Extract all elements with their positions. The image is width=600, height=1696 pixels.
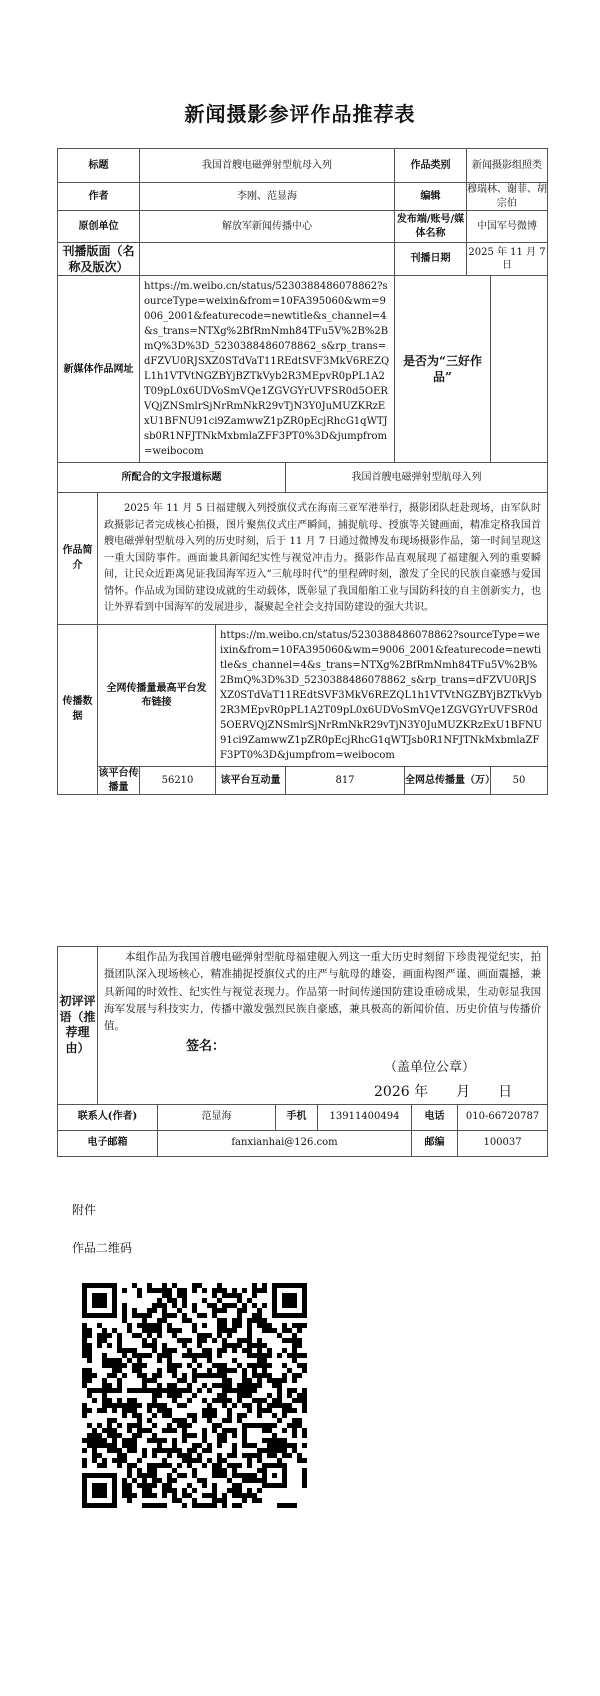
zip-value: 100037 (458, 1130, 548, 1156)
unit-value: 解放军新闻传播中心 (140, 211, 395, 243)
date-value: 2025 年 11 月 7 日 (467, 243, 548, 276)
total-value: 50 (491, 767, 548, 795)
seal-text: （盖单位公章） (384, 1060, 476, 1076)
contact-label: 联系人(作者) (58, 1104, 158, 1130)
email-label: 电子邮箱 (58, 1130, 158, 1156)
contact-value: 范显海 (158, 1104, 276, 1130)
recommendation-form (57, 148, 548, 795)
related-label: 所配合的文字报道标题 (58, 463, 286, 493)
signature-date: 2026 年 月 日 (374, 1083, 513, 1100)
good-work-label: 是否为“三好作品” (395, 276, 491, 463)
editor-label: 编辑 (395, 183, 467, 211)
interact-label: 该平台互动量 (216, 767, 286, 795)
zip-label: 邮编 (412, 1130, 458, 1156)
newmedia-label: 新媒体作品网址 (58, 276, 140, 463)
review-cell (98, 947, 548, 1105)
good-work-value (491, 276, 548, 463)
date-label: 刊播日期 (395, 243, 467, 276)
qr-label: 作品二维码 (72, 1241, 133, 1255)
top-link-url: https://m.weibo.cn/status/5230388486078862?sourceType=weixin&from=10FA395060&wm=9006_2001&featurecode=newtitle&s_channel=4&s_trans=NTXg%2BfRmNmh84TFu5V%2B%2BmQ%3D%3D_5230388486078862_s&rp_trans=dFZVU0RJSXZ0STdVaT11REdtSVF3MkV6REZQL1h1VTVtNGZBYjBZTkVyb2R3MEpvR0pPL1A2T09pL0x6UDVoSmVQe1ZGVGYrUVFSR0d5OERVQjZNSmlrSjNrRmNkR29vTjN3Y0JuMUZKRzExU1BFNU91ci9ZamwwZ1pZR0pEcjRhcG1qWTJsb0R1NFJTNkMxbmlaZFF3PT0%3D&jumpfrom=weibocom (216, 625, 548, 767)
edition-value (140, 243, 395, 276)
top-link-label: 全网传播量最高平台发布链接 (98, 625, 216, 767)
reads-value: 56210 (140, 767, 216, 795)
signature-label: 签名： (186, 1038, 226, 1054)
intro-label: 作品简介 (58, 493, 98, 625)
attachment-label: 附件 (72, 1203, 97, 1217)
title-value: 我国首艘电磁弹射型航母入列 (140, 149, 395, 183)
phone-value: 010-66720787 (458, 1104, 548, 1130)
category-label: 作品类别 (395, 149, 467, 183)
mobile-value: 13911400494 (318, 1104, 412, 1130)
email-value: fanxianhai@126.com (158, 1130, 412, 1156)
qr-code-image (82, 1283, 307, 1508)
spread-label: 传播数据 (58, 625, 98, 795)
interact-value: 817 (286, 767, 405, 795)
edition-label: 刊播版面（名称及版次） (58, 243, 140, 276)
unit-label: 原创单位 (58, 211, 140, 243)
related-value: 我国首艘电磁弹射型航母入列 (286, 463, 548, 493)
author-label: 作者 (58, 183, 140, 211)
category-value: 新闻摄影组照类 (467, 149, 548, 183)
total-label: 全网总传播量（万） (405, 767, 491, 795)
title-label: 标题 (58, 149, 140, 183)
qr-modules (82, 1283, 307, 1508)
editor-value: 穆瑞林、谢菲、胡宗伯 (467, 184, 547, 209)
page-title: 新闻摄影参评作品推荐表 (184, 102, 416, 126)
review-contact-form (57, 946, 548, 1157)
platform-label: 发布端/账号/媒体名称 (395, 211, 467, 243)
platform-value: 中国军号微博 (467, 211, 548, 243)
newmedia-url: https://m.weibo.cn/status/5230388486078862?sourceType=weixin&from=10FA395060&wm=9006_2001&featurecode=newtitle&s_channel=4&s_trans=NTXg%2BfRmNmh84TFu5V%2B%2BmQ%3D%3D_5230388486078862_s&rp_trans=dFZVU0RJSXZ0STdVaT11REdtSVF3MkV6REZQL1h1VTVtNGZBYjBZTkVyb2R3MEpvR0pPL1A2T09pL0x6UDVoSmVQe1ZGVGYrUVFSR0d5OERVQjZNSmlrSjNrRmNkR29vTjN3Y0JuMUZKRzExU1BFNU91ci9ZamwwZ1pZR0pEcjRhcG1qWTJsb0R1NFJTNkMxbmlaZFF3PT0%3D&jumpfrom=weibocom (140, 276, 395, 463)
author-value: 李刚、范显海 (140, 183, 395, 211)
intro-text: 2025 年 11 月 5 日福建舰入列授旗仪式在海南三亚军港举行，摄影团队赶赴现场，由军队时政摄影记者完成核心拍摄，图片聚焦仪式庄严瞬间，捕捉航母、授旗等关键画面，精准定格我国首艘电磁弹射型航母入列的历史时刻，后于 11 月 7 日通过微博发布现场摄影作品，第一时间呈现这一重大国防事件。画面兼具新闻纪实性与视觉冲击力。摄影作品直观展现了福建舰入列的重要瞬间，让民众近距离见证我国海军迈入“三航母时代”的里程碑时刻，激发了全民的民族自豪感与爱国情怀。作品成为国防建设成就的生动载体，既彰显了我国船舶工业与国防科技的自主创新实力，也让外界看到中国海军的发展进步，凝聚起全社会支持国防建设的强大共识。 (98, 493, 548, 625)
phone-label: 电话 (412, 1104, 458, 1130)
mobile-label: 手机 (276, 1104, 318, 1130)
reads-label: 该平台传播量 (98, 768, 139, 793)
review-text: 本组作品为我国首艘电磁弹射型航母福建舰入列这一重大历史时刻留下珍贵视觉纪实，拍摄团队深入现场核心，精准捕捉授旗仪式的庄严与航母的雄姿，画面构图严谨、画面震撼，兼具新闻的时效性、纪实性与视觉表现力。作品第一时间传递国防建设重磅成果，生动彰显我国海军发展与科技实力，传播中激发强烈民族自豪感，兼具极高的新闻价值、历史价值与传播价值。 (104, 951, 542, 1033)
review-label: 初评评语（推荐理由） (58, 947, 98, 1105)
